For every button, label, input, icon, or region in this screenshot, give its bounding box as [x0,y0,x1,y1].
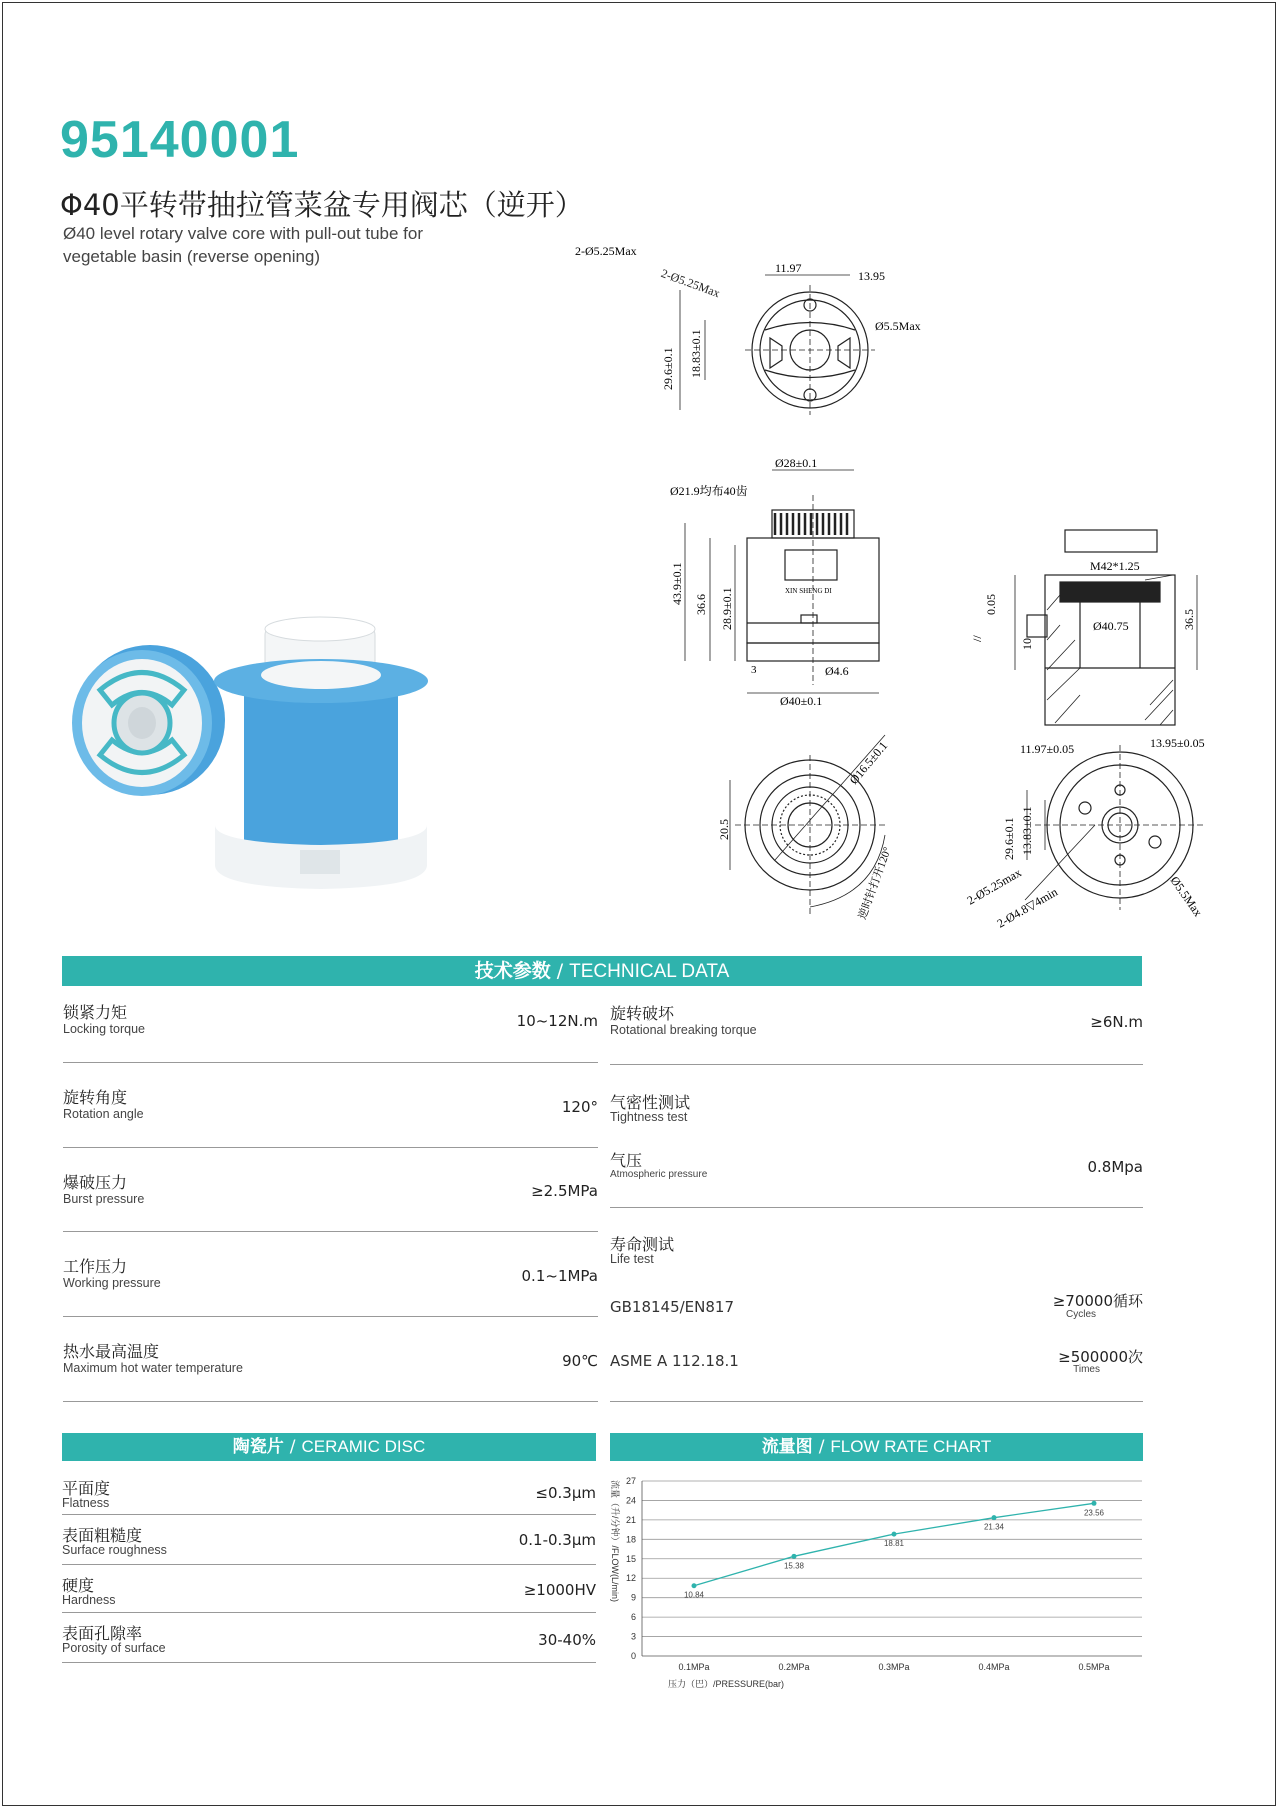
tech-label-cn: 旋转破坏 [610,1004,675,1023]
flow-rate-chart [600,1468,1145,1693]
ceramic-label-en: Porosity of surface [62,1641,166,1655]
tech-value: 90℃ [562,1352,598,1370]
chart-ytick-label: 6 [630,1612,636,1623]
tech-row-max-temperature [63,1317,598,1402]
dim-mount-parallel: // [970,635,984,642]
dim-mount-4075: Ø40.75 [1093,619,1129,633]
ceramic-label-cn: 平面度 [62,1479,111,1498]
tech-label-en: Maximum hot water temperature [63,1361,243,1375]
tech-group-life [610,1232,1143,1272]
dim-top-55: Ø5.5Max [875,319,921,333]
tech-label-en: Rotation angle [63,1107,144,1121]
tech-label-en: Burst pressure [63,1192,145,1206]
tech-label-en: Working pressure [63,1276,161,1290]
drawing-mount-view [970,520,1245,730]
product-title-en [63,222,483,268]
dim-side-46: Ø4.6 [825,664,849,678]
technical-title-en: TECHNICAL DATA [569,961,730,982]
tech-label-en: Tightness test [610,1110,688,1124]
chart-data-label: 18.81 [883,1539,905,1549]
dim-side-teeth: Ø21.9均布40齿 [670,484,748,498]
dim-top-1883: 18.83±0.1 [689,329,703,378]
drawing-seat-view [965,730,1225,930]
drawing-side-view [665,455,905,710]
tech-label-cn: 锁紧力矩 [63,1003,128,1022]
flow-title-en: FLOW RATE CHART [830,1437,992,1456]
technical-title-cn: 技术参数 [474,960,551,982]
tech-group-tightness [610,1090,1143,1130]
life-standard-2: ASME A 112.18.1 [610,1352,739,1370]
chart-data-label: 23.56 [1083,1508,1105,1518]
dim-seat-1383: 13.83±0.1 [1020,806,1034,855]
chart-ytick-label: 24 [625,1495,636,1506]
tech-label-en: Rotational breaking torque [610,1023,757,1037]
dim-seat-296: 29.6±0.1 [1002,817,1016,860]
dim-side-3: 3 [751,664,757,676]
title-en-line2: vegetable basin (reverse opening) [63,247,321,266]
dim-seat-1197: 11.97±0.05 [1020,742,1075,756]
tech-row-burst-pressure [63,1148,598,1232]
life-unit-2: Times [1073,1364,1100,1375]
tech-label-en: Locking torque [63,1022,146,1036]
ceramic-title-en: CERAMIC DISC [301,1437,426,1456]
chart-ytick-label: 21 [625,1514,636,1525]
chart-ytick-label: 9 [630,1592,636,1603]
tech-value: 0.8Mpa [1087,1158,1143,1176]
ceramic-label-en: Surface roughness [62,1543,167,1557]
tech-label-en: Atmospheric pressure [610,1169,708,1180]
chart-xtick-label: 0.2MPa [778,1662,810,1672]
tech-label-cn: 旋转角度 [63,1088,128,1107]
dim-seat-holes: 2-Ø5.25max [964,865,1024,908]
dim-bottom-205: 20.5 [717,819,731,840]
dim-side-439: 43.9±0.1 [670,562,684,605]
drawing-bottom-view [715,725,925,930]
life-value-2: ≥500000次 [1058,1348,1143,1366]
base-notch [300,850,340,874]
dim-side-28: Ø28±0.1 [775,456,818,470]
dim-top-296: 29.6±0.1 [661,347,675,390]
dim-mount-365: 36.5 [1182,609,1196,630]
dim-bottom-rotation: 逆时针打开120° [856,845,894,922]
tech-label-cn: 寿命测试 [610,1235,675,1254]
chart-ytick-label: 18 [625,1534,636,1545]
dim-mount-10: 10 [1020,638,1034,650]
chart-ytick-label: 15 [625,1553,636,1564]
dim-side-40: Ø40±0.1 [780,694,823,708]
ceramic-row-porosity [62,1613,596,1663]
chart-ytick-label: 12 [625,1573,636,1584]
chart-ytick-label: 3 [630,1631,636,1642]
tech-row-rotation-angle [63,1063,598,1148]
life-value-1: ≥70000循环 [1052,1292,1143,1310]
dim-top-1197: 11.97 [775,261,802,275]
product-photo [60,615,490,905]
tech-row-breaking-torque [610,995,1143,1065]
chart-ylabel: 流量（升/分钟）/FLOW(L/min) [610,1480,620,1603]
ceramic-value: 0.1-0.3μm [518,1531,596,1549]
tech-row-atmospheric [610,1140,1143,1208]
dim-seat-pins: 2-Ø4.8▽4min [994,884,1061,931]
tech-value: 120° [561,1098,598,1116]
chart-data-label: 21.34 [983,1522,1005,1532]
ceramic-row-roughness [62,1515,596,1565]
disc-hole [128,707,156,739]
title-en-line1: Ø40 level rotary valve core with pull-out tube for [63,224,424,243]
tech-row-life-asme [610,1330,1143,1402]
flow-header: 流量图 / FLOW RATE CHART [610,1433,1143,1461]
ceramic-label-cn: 表面粗糙度 [62,1526,143,1545]
ceramic-label-en: Hardness [62,1593,116,1607]
ceramic-value: 30-40% [538,1631,596,1649]
chart-data-point [892,1532,897,1537]
technical-data-header: 技术参数 / TECHNICAL DATA [62,956,1142,986]
dim-mount-thread: M42*1.25 [1090,559,1140,573]
chart-xtick-label: 0.5MPa [1078,1662,1110,1672]
ceramic-label-cn: 表面孔隙率 [62,1624,143,1643]
tech-label-cn: 气压 [610,1151,643,1170]
dim-top-holes: 2-Ø5.25Max [575,244,637,258]
tech-label-cn: 爆破压力 [63,1173,128,1192]
chart-ytick-label: 27 [625,1476,636,1486]
ceramic-row-hardness [62,1565,596,1613]
ceramic-title-cn: 陶瓷片 [232,1437,284,1457]
stem-base [261,661,381,689]
ceramic-label-en: Flatness [62,1496,110,1510]
ceramic-value: ≥1000HV [523,1581,596,1599]
dim-mount-005: 0.05 [984,594,998,615]
ceramic-value: ≤0.3μm [535,1484,596,1502]
chart-data-label: 10.84 [683,1590,705,1600]
dim-bottom-165: Ø16.5±0.1 [846,738,891,787]
ceramic-label-cn: 硬度 [62,1576,95,1595]
logo-text: XIN SHENG DI [785,587,832,595]
life-unit-1: Cycles [1066,1309,1097,1320]
life-standard-1: GB18145/EN817 [610,1298,735,1316]
chart-data-point [692,1583,697,1588]
flow-title-cn: 流量图 [761,1437,813,1457]
chart-xtick-label: 0.1MPa [678,1662,710,1672]
dim-top-holes-label: 2-Ø5.25Max [659,266,722,301]
chart-data-label: 15.38 [783,1561,805,1571]
tech-label-cn: 气密性测试 [610,1093,691,1112]
tech-label-en: Life test [610,1252,654,1266]
tech-row-locking-torque [63,995,598,1063]
tech-label-cn: 热水最高温度 [63,1342,160,1361]
stem-top [265,617,375,641]
chart-xtick-label: 0.4MPa [978,1662,1010,1672]
ceramic-row-flatness [62,1470,596,1515]
dim-top-1395: 13.95 [858,269,885,283]
chart-data-point [1092,1501,1097,1506]
tech-value: ≥2.5MPa [531,1182,598,1200]
dim-seat-55: Ø5.5Max [1167,873,1206,920]
chart-data-point [792,1554,797,1559]
chart-xlabel: 压力（巴）/PRESSURE(bar) [668,1679,785,1689]
tech-label-cn: 工作压力 [63,1257,128,1276]
model-number: 95140001 [60,111,300,169]
dim-seat-1395: 13.95±0.05 [1150,736,1205,750]
dim-side-366: 36.6 [694,594,708,615]
product-title-cn: Φ40平转带抽拉管菜盆专用阀芯（逆开） [60,188,584,222]
tech-row-working-pressure [63,1232,598,1317]
dim-side-289: 28.9±0.1 [720,587,734,630]
chart-ytick-label: 0 [630,1651,636,1661]
chart-xtick-label: 0.3MPa [878,1662,910,1672]
tech-value: 0.1~1MPa [521,1267,598,1285]
tech-value: 10~12N.m [516,1012,598,1030]
tech-value: ≥6N.m [1090,1013,1143,1031]
chart-data-point [992,1515,997,1520]
ceramic-header: 陶瓷片 / CERAMIC DISC [62,1433,596,1461]
